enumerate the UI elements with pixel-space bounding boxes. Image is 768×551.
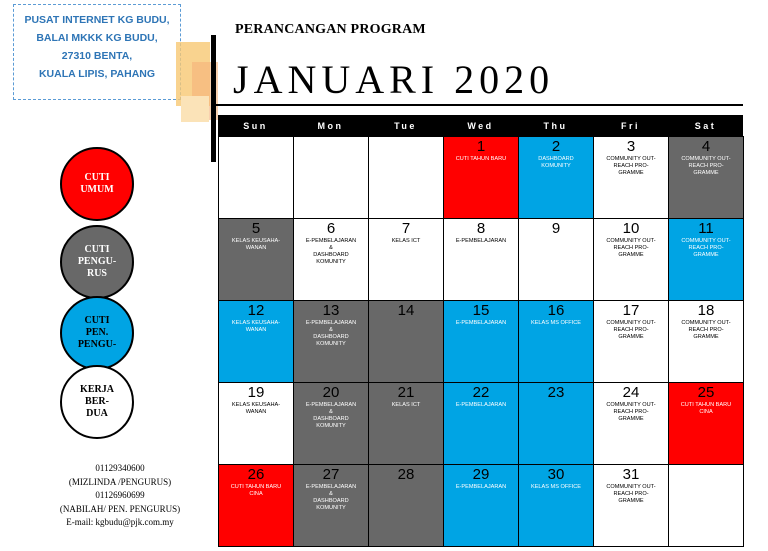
day-event-line: GRAMME [618,170,644,176]
weekday-wed: Wed [467,120,494,131]
day-cell-6 [293,218,369,301]
day-event-line: WANAN [245,409,267,415]
day-event-line: CUTI TAHUN BARU [230,484,282,490]
address-line: KUALA LIPIS, PAHANG [38,68,156,80]
day-event-line: E-PEMBELAJARAN [305,320,357,326]
day-event-line: REACH PRO- [613,163,649,169]
day-event-line: DASHBOARD [313,416,349,422]
day-event [444,400,518,409]
day-number: 10 [622,220,640,237]
day-number: 27 [322,466,340,483]
address-line: PUSAT INTERNET KG BUDU, [24,14,170,26]
day-number: 1 [476,138,486,155]
day-event-line: & [329,245,333,251]
address-line: 27310 BENTA, [61,50,133,62]
day-event [369,400,443,409]
day-cell-21 [368,382,444,465]
contact-name-2: (NABILAH/ PEN. PENGURUS) [59,503,181,514]
day-event-line: KELAS ICT [391,402,421,408]
day-number: 2 [551,138,561,155]
empty-day-cell [293,136,369,219]
weekday-mon: Mon [317,120,344,131]
day-event-line: COMMUNITY OUT- [606,156,656,162]
day-event-line: GRAMME [618,252,644,258]
day-cell-30 [518,464,594,547]
day-event-line: KELAS KEUSAHA- [231,402,281,408]
day-event-line: KOMUNITY [316,341,346,347]
day-cell-14 [368,300,444,383]
contact-info [40,462,200,530]
day-event [594,400,668,423]
legend-label-line: PENGU- [77,256,117,267]
day-number [294,137,368,154]
day-event-line: & [329,409,333,415]
day-event [594,154,668,177]
day-event-line: GRAMME [618,498,644,504]
phone-2: 01126960699 [95,490,145,501]
day-event-line: DASHBOARD [538,156,574,162]
day-event-line: KOMUNITY [316,259,346,265]
day-event [219,318,293,334]
day-number: 28 [397,466,415,483]
day-event [444,482,518,491]
legend-label-line: PEN. [85,327,109,338]
day-event-line: KELAS MS OFFICE [530,320,582,326]
decorative-block [181,96,209,122]
legend-label-line: RUS [86,268,107,279]
contact-name-1: (MIZLINDA /PENGURUS) [68,476,172,487]
day-event-line: & [329,327,333,333]
day-event-line: GRAMME [693,252,719,258]
day-number: 9 [551,220,561,237]
day-event-line: COMMUNITY OUT- [606,320,656,326]
day-number: 18 [697,302,715,319]
weekday-header [218,115,743,136]
day-event [294,400,368,430]
vertical-rule [211,35,216,162]
day-event [219,482,293,498]
legend-label-line: CUTI [84,172,110,183]
legend-label-line: CUTI [84,315,110,326]
day-number: 11 [698,220,714,237]
day-number: 20 [322,384,340,401]
day-event-line: E-PEMBELAJARAN [305,484,357,490]
day-cell-13 [293,300,369,383]
day-event-line: REACH PRO- [688,245,724,251]
day-event-line: REACH PRO- [688,163,724,169]
day-event-line: E-PEMBELAJARAN [305,402,357,408]
legend-label-line: CUTI [84,244,110,255]
day-event-line: CINA [699,409,713,415]
day-event-line: CINA [249,491,263,497]
day-event-line: KELAS KEUSAHA- [231,238,281,244]
day-number: 23 [547,384,565,401]
day-event-line: REACH PRO- [688,327,724,333]
day-cell-29 [443,464,519,547]
day-number: 25 [697,384,715,401]
day-cell-12 [218,300,294,383]
weekday-fri: Fri [620,120,640,131]
day-event-line: CUTI TAHUN BARU [455,156,507,162]
day-event-line: GRAMME [618,334,644,340]
day-number: 24 [622,384,640,401]
calendar [218,115,743,546]
page-title: JANUARI 2020 [233,57,555,102]
day-event [594,236,668,259]
day-number: 31 [622,466,640,483]
email: E-mail: kgbudu@pjk.com.my [66,517,174,528]
day-event-line: KOMUNITY [316,505,346,511]
day-number: 30 [547,466,565,483]
day-cell-31 [593,464,669,547]
day-number: 17 [622,302,640,319]
day-event [444,236,518,245]
day-number [219,137,293,154]
day-event-line: COMMUNITY OUT- [606,238,656,244]
legend-cuti-pengurus [60,225,134,299]
day-event [519,318,593,327]
day-number: 12 [247,302,265,319]
day-number: 14 [397,302,415,319]
legend-label [78,315,116,351]
day-cell-1 [443,136,519,219]
day-cell-24 [593,382,669,465]
day-number: 8 [476,220,486,237]
legend-label-line: KERJA [80,384,114,395]
day-number: 21 [397,384,415,401]
calendar-grid [218,136,743,546]
day-event [594,482,668,505]
weekday-sat: Sat [694,120,717,131]
day-number: 13 [322,302,340,319]
day-number: 15 [472,302,490,319]
day-event-line: COMMUNITY OUT- [681,320,731,326]
day-number [669,465,743,482]
day-event-line: COMMUNITY OUT- [606,484,656,490]
day-number: 6 [326,220,336,237]
day-event-line: REACH PRO- [613,409,649,415]
day-event-line: COMMUNITY OUT- [606,402,656,408]
day-event-line: KELAS MS OFFICE [530,484,582,490]
day-event [294,318,368,348]
day-event-line: COMMUNITY OUT- [681,238,731,244]
weekday-sun: Sun [243,120,268,131]
day-number: 3 [626,138,636,155]
day-event-line: E-PEMBELAJARAN [305,238,357,244]
legend-label [80,172,113,196]
day-event [669,154,743,177]
day-cell-18 [668,300,744,383]
day-event [369,236,443,245]
day-cell-28 [368,464,444,547]
day-cell-4 [668,136,744,219]
day-event-line: REACH PRO- [613,327,649,333]
day-event-line: REACH PRO- [613,245,649,251]
day-event-line: WANAN [245,327,267,333]
day-event-line: KELAS ICT [391,238,421,244]
day-number [369,137,443,154]
legend-cuti-pen-pengurus [60,296,134,370]
phone-1: 01129340600 [95,463,145,473]
day-cell-20 [293,382,369,465]
address-box [13,4,181,100]
empty-day-cell [218,136,294,219]
weekday-tue: Tue [394,120,417,131]
day-event-line: REACH PRO- [613,491,649,497]
day-cell-23 [518,382,594,465]
day-event-line: GRAMME [693,334,719,340]
day-event-line: E-PEMBELAJARAN [455,320,507,326]
day-cell-26 [218,464,294,547]
day-event-line: DASHBOARD [313,498,349,504]
day-event-line: & [329,491,333,497]
day-event-line: DASHBOARD [313,334,349,340]
day-number: 19 [247,384,265,401]
day-cell-5 [218,218,294,301]
day-cell-27 [293,464,369,547]
day-cell-22 [443,382,519,465]
day-event-line: CUTI TAHUN BARU [680,402,732,408]
day-event [219,400,293,416]
day-event [294,236,368,266]
day-event-line: GRAMME [693,170,719,176]
day-event-line: KOMUNITY [316,423,346,429]
day-number: 26 [247,466,265,483]
legend-kerja-berdua [60,365,134,439]
day-event [669,318,743,341]
day-event-line: E-PEMBELAJARAN [455,238,507,244]
horizontal-rule [211,104,743,106]
day-event-line: COMMUNITY OUT- [681,156,731,162]
day-cell-9 [518,218,594,301]
day-cell-2 [518,136,594,219]
day-number: 16 [547,302,565,319]
empty-day-cell [668,464,744,547]
day-event-line: E-PEMBELAJARAN [455,484,507,490]
day-event [444,318,518,327]
day-event [594,318,668,341]
day-cell-10 [593,218,669,301]
legend-label [80,384,114,420]
day-number: 7 [401,220,411,237]
day-event [219,236,293,252]
legend-label-line: UMUM [80,184,114,195]
day-cell-25 [668,382,744,465]
day-number: 22 [472,384,490,401]
day-number: 29 [472,466,490,483]
day-cell-7 [368,218,444,301]
legend-label-line: BER- [85,396,109,407]
empty-day-cell [368,136,444,219]
legend-label-line: PENGU- [77,339,117,350]
day-cell-15 [443,300,519,383]
day-number: 5 [251,220,261,237]
address-line: BALAI MKKK KG BUDU, [36,32,158,44]
day-event-line: KELAS KEUSAHA- [231,320,281,326]
legend-label-line: DUA [86,408,108,419]
legend-cuti-umum [60,147,134,221]
day-event [669,236,743,259]
page-subtitle: PERANCANGAN PROGRAM [235,22,426,37]
day-cell-8 [443,218,519,301]
day-cell-16 [518,300,594,383]
day-event-line: GRAMME [618,416,644,422]
day-event [294,482,368,512]
day-cell-19 [218,382,294,465]
day-event [519,482,593,491]
day-cell-11 [668,218,744,301]
day-cell-17 [593,300,669,383]
day-event [519,154,593,170]
day-event-line: WANAN [245,245,267,251]
legend-label [78,244,116,280]
day-event [444,154,518,163]
day-event-line: DASHBOARD [313,252,349,258]
day-event-line: KOMUNITY [541,163,571,169]
day-event [669,400,743,416]
day-number: 4 [701,138,711,155]
day-cell-3 [593,136,669,219]
day-event-line: E-PEMBELAJARAN [455,402,507,408]
weekday-thu: Thu [543,120,568,131]
